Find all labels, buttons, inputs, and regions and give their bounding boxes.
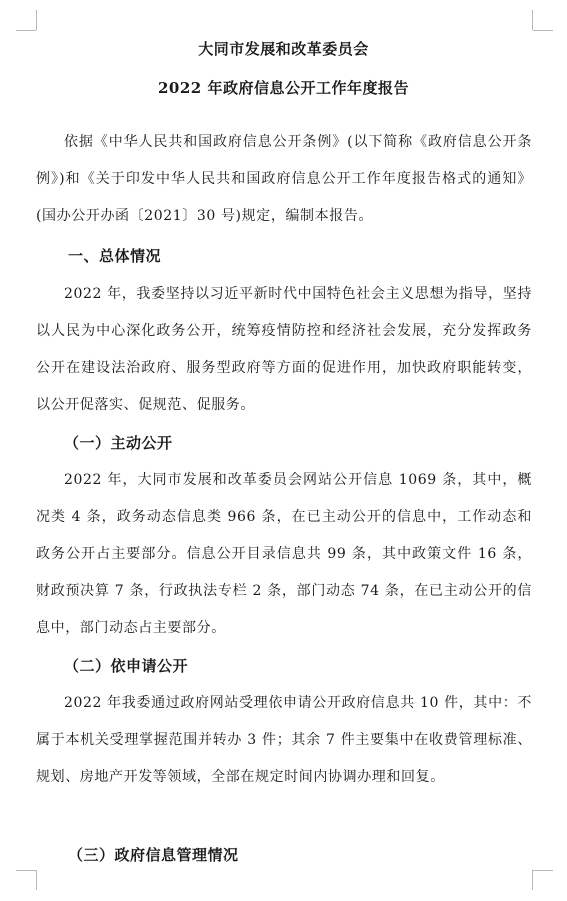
document-title-report: 2022 年政府信息公开工作年度报告 [158, 79, 409, 97]
intro-paragraph: 依据《中华人民共和国政府信息公开条例》(以下简称《政府信息公开条例》)和《关于印发中华人民共和国政府信息公开工作年度报告格式的通知》(国办公开办函〔2021〕30 号)规定，编制本报告。 [36, 134, 532, 224]
crop-mark [16, 870, 36, 871]
section-heading-overview: 一、总体情况 [68, 247, 162, 265]
proactive-paragraph: 2022 年，大同市发展和改革委员会网站公开信息 1069 条，其中，概况类 4 条，政务动态信息类 966 条，在已主动公开的信息中，工作动态和政务公开占主要部分。信息公开目录信息共 99 条，其中政策文件 16 条，财政预决算 7 条，行政执法专栏 2 条，部门动态 74 条，在已主动公开的信息中，部门动态占主要部分。 [36, 472, 532, 636]
subsection-heading-info-management: （三）政府信息管理情况 [68, 846, 239, 864]
crop-mark [532, 870, 533, 890]
crop-mark [532, 10, 533, 30]
document-title-org: 大同市发展和改革委员会 [198, 40, 369, 58]
on-request-paragraph: 2022 年我委通过政府网站受理依申请公开政府信息共 10 件，其中：不属于本机关受理掌握范围并转办 3 件；其余 7 件主要集中在收费管理标准、规划、房地产开发等领域，全部在规定时间内协调办理和回复。 [36, 695, 532, 785]
crop-mark [36, 870, 37, 890]
overview-paragraph: 2022 年，我委坚持以习近平新时代中国特色社会主义思想为指导，坚持以人民为中心深化政务公开，统筹疫情防控和经济社会发展，充分发挥政务公开在建设法治政府、服务型政府等方面的促进作用，加快政府职能转变，以公开促落实、促规范、促服务。 [36, 286, 532, 413]
subsection-heading-proactive: （一）主动公开 [64, 434, 173, 452]
subsection-heading-on-request: （二）依申请公开 [64, 657, 189, 675]
crop-mark [16, 30, 36, 31]
crop-mark [36, 10, 37, 30]
crop-mark [533, 870, 553, 871]
crop-mark [533, 30, 553, 31]
